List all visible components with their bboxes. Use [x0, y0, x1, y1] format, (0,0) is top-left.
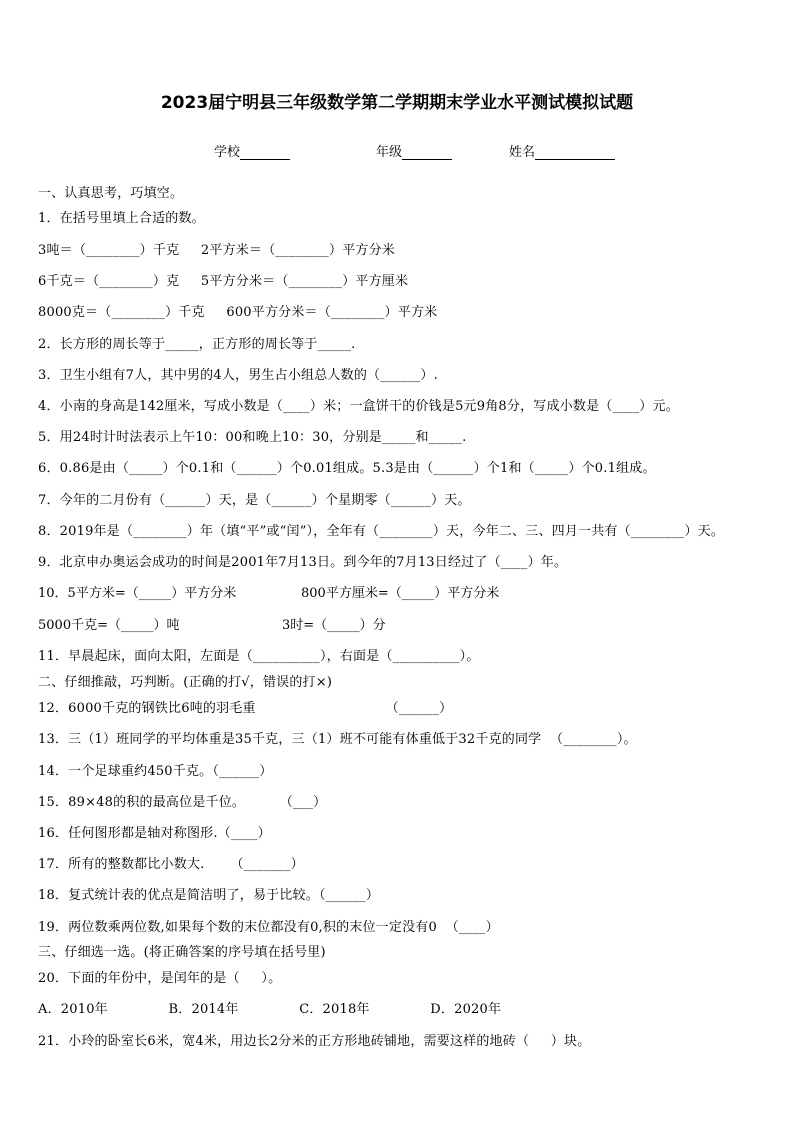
name-blank[interactable] — [535, 145, 615, 160]
question-3: 3．卫生小组有7人，其中男的4人，男生占小组总人数的（______）. — [38, 368, 438, 383]
question-10a: 10．5平方米=（_____）平方分米 — [38, 586, 237, 601]
question-17: 17．所有的整数都比小数大. （_______） — [38, 857, 304, 872]
name-label: 姓名 — [509, 145, 536, 160]
question-15: 15．89×48的积的最高位是千位。 （___） — [38, 795, 327, 810]
question-13: 13．三（1）班同学的平均体重是35千克，三（1）班不可能有体重低于32千克的同学 （________）。 — [38, 732, 637, 747]
question-10d: 3时=（_____）分 — [282, 618, 386, 633]
question-7: 7．今年的二月份有（______）天，是（______）个星期零（______）天。 — [38, 493, 471, 508]
question-1a: 3吨＝（________）千克 2平方米＝（________）平方分米 — [38, 243, 396, 258]
question-12: 12．6000千克的钢铁比6吨的羽毛重 （______） — [38, 701, 453, 716]
section-1-heading: 一、认真思考，巧填空。 — [38, 186, 184, 201]
name-field — [509, 141, 615, 160]
question-9: 9．北京申办奥运会成功的时间是2001年7月13日。到今年的7月13日经过了（____）年。 — [38, 555, 568, 570]
question-10b: 800平方厘米=（_____）平方分米 — [301, 586, 500, 601]
grade-label: 年级 — [376, 145, 403, 160]
question-4: 4．小南的身高是142厘米，写成小数是（____）米；一盒饼干的价钱是5元9角8分，写成小数是（____）元。 — [38, 399, 679, 414]
grade-field — [376, 141, 452, 160]
question-10c: 5000千克=（_____）吨 — [38, 618, 180, 633]
question-20: 20．下面的年份中，是闰年的是（ ）。 — [38, 971, 282, 986]
school-field — [214, 141, 290, 160]
school-label: 学校 — [214, 145, 241, 160]
question-2: 2．长方形的周长等于_____，正方形的周长等于_____. — [38, 337, 356, 352]
question-21: 21．小玲的卧室长6米，宽4米，用边长2分米的正方形地砖铺地，需要这样的地砖（ ）块。 — [38, 1034, 591, 1049]
school-blank[interactable] — [240, 145, 290, 160]
question-18: 18．复式统计表的优点是简洁明了，易于比较。（______） — [38, 888, 380, 903]
question-5: 5．用24时计时法表示上午10：00和晚上10：30，分别是_____和_____. — [38, 430, 467, 445]
question-11: 11．早晨起床，面向太阳，左面是（__________），右面是（__________）。 — [38, 649, 480, 664]
section-2-heading: 二、仔细推敲，巧判断。(正确的打√，错误的打×) — [38, 675, 333, 690]
question-14: 14．一个足球重约450千克。（______） — [38, 764, 273, 779]
grade-blank[interactable] — [402, 145, 452, 160]
question-20-options: A．2010年 B．2014年 C．2018年 D．2020年 — [38, 1002, 502, 1017]
section-3-heading: 三、仔细选一选。(将正确答案的序号填在括号里) — [38, 945, 326, 960]
question-19: 19．两位数乘两位数,如果每个数的末位都没有0,积的末位一定没有0 （____） — [38, 920, 499, 935]
question-16: 16．任何图形都是轴对称图形.（____） — [38, 826, 271, 841]
page-title: 2023届宁明县三年级数学第二学期期末学业水平测试模拟试题 — [160, 93, 634, 113]
question-1: 1．在括号里填上合适的数。 — [38, 211, 205, 226]
question-1b: 6千克＝（________）克 5平方分米＝（________）平方厘米 — [38, 274, 409, 289]
question-8: 8．2019年是（________）年（填“平”或“闰”），全年有（________）天，今年二、三、四月一共有（________）天。 — [38, 524, 725, 539]
question-6: 6．0.86是由（_____）个0.1和（______）个0.01组成。5.3是由（______）个1和（_____）个0.1组成。 — [38, 461, 656, 476]
question-1c: 8000克＝（________）千克 600平方分米＝（________）平方米 — [38, 305, 438, 320]
